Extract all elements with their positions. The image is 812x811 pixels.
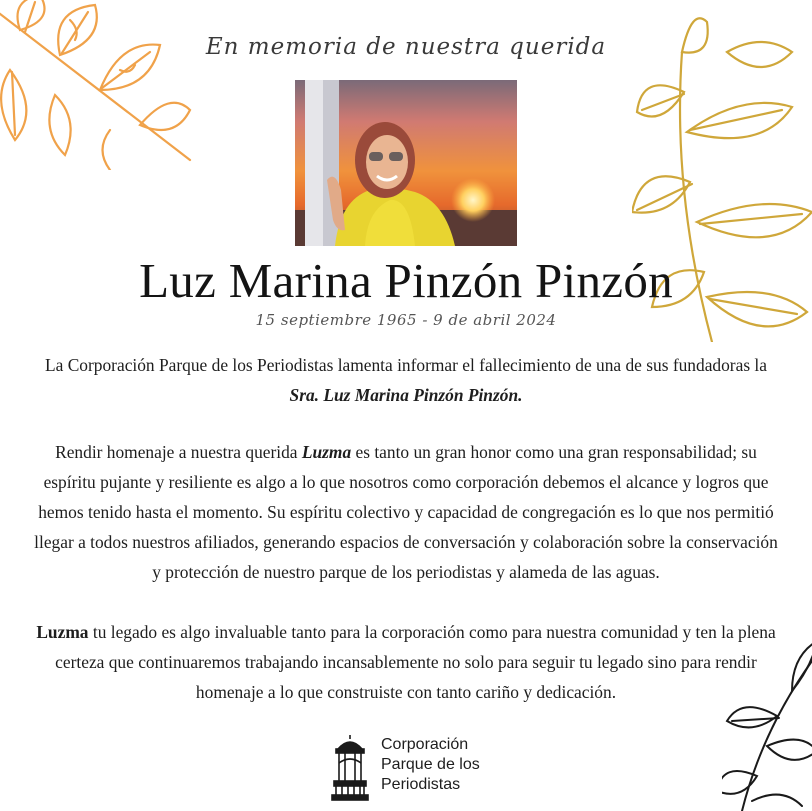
legacy-paragraph [30,617,782,707]
announcement-text: La Corporación Parque de los Periodistas lamenta informar el fallecimiento de una de sus fundadoras la [45,355,767,375]
legacy-nickname: Luzma [36,622,89,642]
logo-line-3: Periodistas [381,776,461,793]
tribute-text: es tanto un gran honor como una gran responsabilidad; su espíritu pujante y resiliente es algo a lo que nosotros como corporación debemos el alcance y logros que hemos tenido hasta el momento. Su espíritu colectivo y capacidad de congregación es lo que nos permitió llegar a todos nuestros afiliados, generando espacios de conversación y colaboración sobre la conservación y protección de nuestro parque de los periodistas y alameda de las aguas. [34,442,778,582]
organization-logo-text [381,735,480,795]
life-dates: 15 septiembre 1965 - 9 de abril 2024 [255,311,557,329]
orange-leaves-decoration [0,0,200,170]
gazebo-logo-icon [330,733,370,801]
legacy-text: tu legado es algo invaluable tanto para la corporación como para nuestra comunidad y ten la plena certeza que continuaremos trabajando incansablemente no solo para seguir tu legado sino para rendir homenaje a lo que construiste con tanto cariño y dedicación. [55,622,776,702]
logo-line-1: Corporación [381,736,469,753]
portrait-photo [295,80,517,246]
announcement-paragraph [30,350,782,410]
tribute-lead: Rendir homenaje a nuestra querida [55,442,302,462]
heading-script: En memoria de nuestra querida [205,34,607,60]
logo-line-2: Parque de los [381,756,480,773]
tribute-paragraph [30,437,782,587]
tribute-nickname: Luzma [301,442,352,462]
deceased-name: Luz Marina Pinzón Pinzón [139,253,673,308]
announcement-emphasis: Sra. Luz Marina Pinzón Pinzón. [289,385,523,405]
